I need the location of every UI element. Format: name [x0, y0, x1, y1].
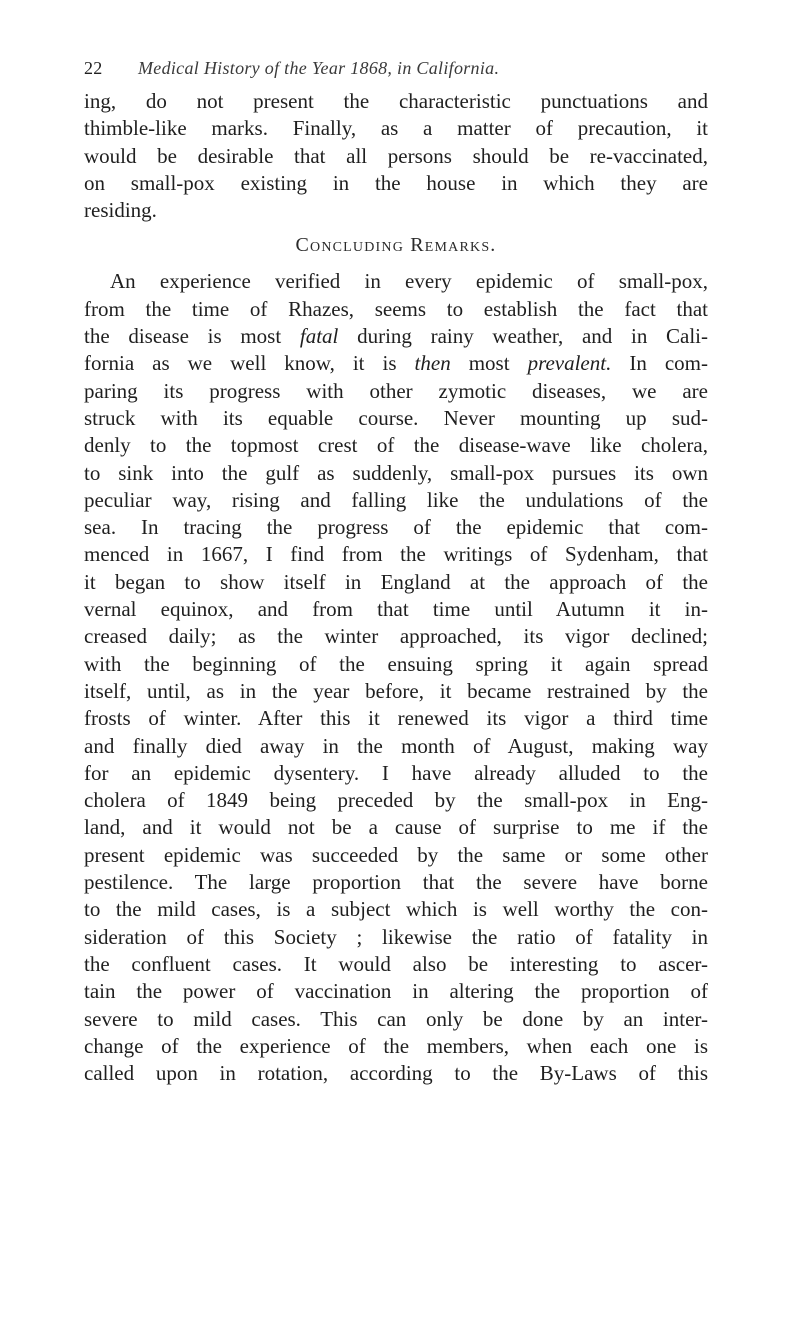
running-title	[138, 58, 499, 79]
text-line: to sink into the gulf as suddenly, small-pox pursues its own	[84, 460, 708, 485]
text-line: to the mild cases, is a subject which is well worthy the con-	[84, 897, 708, 922]
text-line: from the time of Rhazes, seems to establish the fact that	[84, 296, 708, 321]
text-line: it began to show itself in England at the approach of the	[84, 569, 708, 594]
concluding-remarks-paragraph	[84, 268, 708, 1087]
text-line: sideration of this Society ; likewise the ratio of fatality in	[84, 924, 708, 949]
text-line-with-italic: fornia as we well know, it is then most prevalent. In com-	[84, 351, 708, 376]
text-line: tain the power of vaccination in altering the proportion of	[84, 979, 708, 1004]
text-line: thimble-like marks. Finally, as a matter of precaution, it	[84, 116, 708, 141]
text-line: menced in 1667, I find from the writings of Sydenham, that	[84, 542, 708, 567]
italic-word: then	[414, 351, 451, 376]
text-line: called upon in rotation, according to the By-Laws of this	[84, 1061, 708, 1086]
text-line: pestilence. The large proportion that the severe have borne	[84, 870, 708, 895]
text-line: would be desirable that all persons should be re-vaccinated,	[84, 143, 708, 168]
book-page	[84, 58, 708, 1087]
text-line: on small-pox existing in the house in which they are	[84, 170, 708, 195]
text-line: creased daily; as the winter approached, its vigor declined;	[84, 624, 708, 649]
page-number: 22	[84, 58, 103, 78]
text-line: land, and it would not be a cause of surprise to me if the	[84, 815, 708, 840]
opening-paragraph	[84, 88, 708, 224]
text-line: cholera of 1849 being preceded by the small-pox in Eng-	[84, 788, 708, 813]
section-heading: Concluding Remarks.	[295, 234, 497, 257]
text-line: present epidemic was succeeded by the same or some other	[84, 842, 708, 867]
text-line: sea. In tracing the progress of the epidemic that com-	[84, 515, 708, 540]
text-line: for an epidemic dysentery. I have already alluded to the	[84, 760, 708, 785]
text-line: the confluent cases. It would also be interesting to ascer-	[84, 951, 708, 976]
italic-word: fatal	[299, 324, 339, 349]
text-line: paring its progress with other zymotic diseases, we are	[84, 378, 708, 403]
text-line: frosts of winter. After this it renewed its vigor a third time	[84, 706, 708, 731]
running-title-suffix: in California.	[397, 58, 500, 78]
text-line: peculiar way, rising and falling like the undulations of the	[84, 487, 708, 512]
text-line: vernal equinox, and from that time until Autumn it in-	[84, 597, 708, 622]
text-line: with the beginning of the ensuing spring it again spread	[84, 651, 708, 676]
text-line: itself, until, as in the year before, it became restrained by the	[84, 678, 708, 703]
text-line: severe to mild cases. This can only be done by an inter-	[84, 1006, 708, 1031]
running-title-prefix: Medical History of the Year 1868,	[138, 58, 393, 78]
text-line-with-italic: the disease is most fatal during rainy weather, and in Cali-	[84, 324, 708, 349]
text-line: ing, do not present the characteristic punctuations and	[84, 89, 708, 113]
text-line: An experience verified in every epidemic of small-pox,	[110, 269, 708, 294]
text-line: residing.	[84, 198, 157, 223]
text-line: and finally died away in the month of August, making way	[84, 733, 708, 758]
text-line: struck with its equable course. Never mounting up sud-	[84, 405, 708, 430]
text-line: change of the experience of the members, when each one is	[84, 1033, 708, 1058]
text-line: denly to the topmost crest of the disease-wave like cholera,	[84, 433, 708, 458]
running-head	[84, 58, 708, 88]
italic-word: prevalent.	[527, 351, 612, 376]
